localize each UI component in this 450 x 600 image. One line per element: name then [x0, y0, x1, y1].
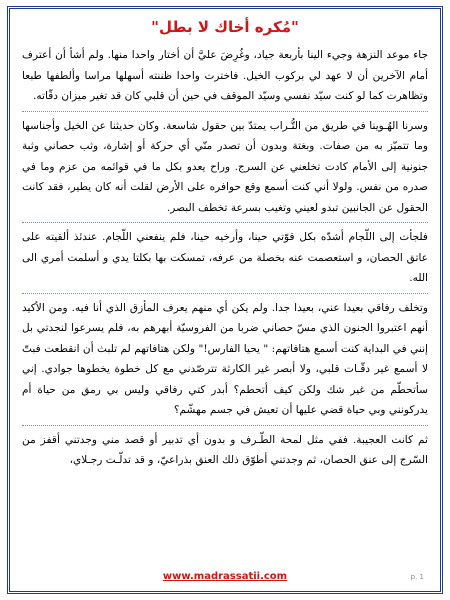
document-page: [7, 6, 443, 594]
document-body: [22, 45, 428, 471]
paragraph-2: وسرنا الهُـوينا في طريق من التُّـراب يمتدّ بين حقول شاسعة. وكان حديثنا عن الخيل وأجناسها وما تتميّز به من صفات. وبغتة وبدون أن تصدر منّي أي حركة أو إشارة، وثب حصاني وثبة جنونية إلى الأمام كادت تخلعني عن السرج. وراح يعدو بكل ما في قوائمه من عزم وما في صدره من نفس. ولولا أني كنت أسمع وقع حوافره على الأرض لقلت أنه كان يطير، فقد كانت الحقول عن الجانبين تبدو لعيني وتغيب بسرعة تخطف البصر.: [22, 119, 428, 214]
paragraph-1: جاء موعد النزهة وجيء الينا بأربعة جياد، وغُرِضَ عليَّ أن أختار واحدا منها. ولم أشأ أن أعترف أمام الآخرين أن لا عهد لي بركوب الخيل. فاخترت واحدا ظننته أسهلها مراسا وألطفها طبعا وتظاهرت كما لو كنت سيّد نفسي وسيّد الموقف في حين أن قلبي كان قد تغير ميزان دقّاته.: [22, 49, 428, 102]
paragraph-divider: [22, 293, 428, 294]
page-footer: [10, 569, 440, 587]
paragraph-3: فلجأت إلى اللّجام أشدّه بكل قوّتي حينا، وأرخيه حينا، فلم ينفعني اللّجام. عندئذ ألقيته على عاتق الحصان، و استعصمت عنه بخصلة من عرفه، تمسكت بها بكلتا يدي و أسلمت أمري الى الله.: [22, 231, 428, 284]
paragraph-4: وتخلف رفاقي بعيدا عني، بعيدا جدا. ولم يكن أي منهم يعرف المأزق الذي أنا فيه. ومن الأكيد أنهم اعتبروا الجنون الذي مسّ حصاني ضربا من الفروسيّة أبهرهم به، فلم يسرعوا لنجدتي بل إنني في البداية كنت أسمع هتافاتهم: " يحيا الفارس!" ولكن هتافاتهم لم تلبث أن انقطعت فبتّ لا أسمع غير دقّـات قلبي، ولا أبصر غير الكارثة تترصّدني مع كل خطوة يخطوها جوادي. إني سأتحطّم من غير شك ولكن كيف أتحطم؟ أبدر كتي رفاقي وليس بي رمق من حياة أم يدركونني وبي حياة قضي عليها أن تعيش في جسم مهشّم؟: [22, 301, 428, 416]
paragraph-divider: [22, 111, 428, 112]
page-number: p. 1: [410, 573, 424, 581]
paragraph-5: ثم كانت العجيبة. ففي مثل لمحة الطّـرف و بدون أي تدبير أو قصد مني وجدتني أقفز من السّرج إلى عنق الحصان، ثم وجدتني أطوّق ذلك العنق بذراعيّ، و قد تدلّـت رجـلاي،: [22, 433, 428, 466]
paragraph-divider: [22, 222, 428, 223]
document-title: "مُكره أخاك لا بطل": [151, 18, 299, 36]
website-link[interactable]: www.madrassatii.com: [162, 571, 288, 582]
paragraph-divider: [22, 425, 428, 426]
